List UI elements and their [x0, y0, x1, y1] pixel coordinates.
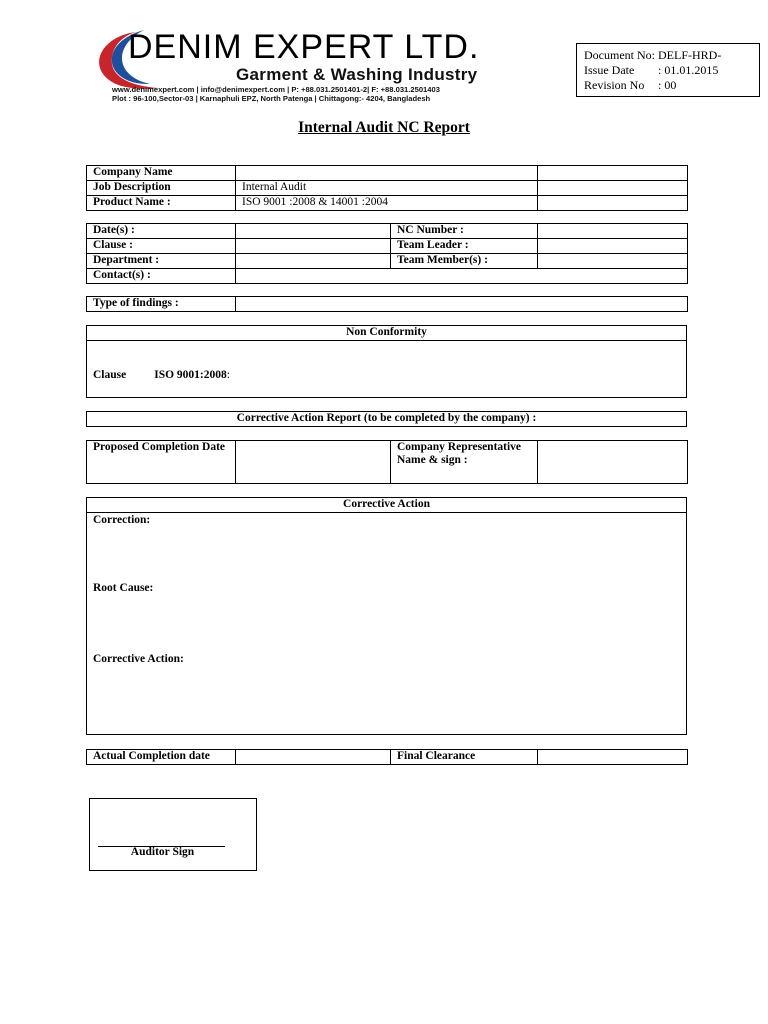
nc-clause-label: Clause — [93, 369, 127, 381]
company-name: DENIM EXPERT LTD. — [128, 28, 480, 66]
document-number-value: DELF-HRD- — [658, 48, 722, 62]
correction-label: Correction: — [93, 514, 151, 526]
nc-number-label: NC Number : — [391, 224, 538, 239]
document-number-label: Document No: — [584, 48, 655, 62]
page-title: Internal Audit NC Report — [298, 119, 470, 136]
product-name-label: Product Name : — [87, 196, 236, 211]
nc-clause-colon: : — [226, 369, 230, 381]
final-clearance-field[interactable] — [538, 750, 688, 765]
clause-field[interactable] — [236, 239, 391, 254]
final-table — [86, 749, 688, 765]
company-name-label: Company Name — [87, 166, 236, 181]
team-members-field[interactable] — [538, 254, 688, 269]
product-name-extra-field[interactable] — [538, 196, 688, 211]
document-info-box — [576, 43, 760, 97]
car-header-box — [86, 411, 687, 427]
revision-value: : 00 — [658, 78, 677, 92]
corrective-action-header: Corrective Action — [87, 498, 686, 513]
proposed-completion-label: Proposed Completion Date — [87, 441, 236, 484]
representative-label: Company Representative Name & sign : — [391, 441, 538, 484]
team-leader-field[interactable] — [538, 239, 688, 254]
company-name-extra-field[interactable] — [538, 166, 688, 181]
issue-date-label: Issue Date — [584, 63, 635, 77]
non-conformity-box — [86, 325, 687, 398]
type-of-findings-field[interactable] — [236, 297, 688, 312]
nc-clause-standard: ISO 9001:2008 — [154, 369, 227, 381]
clause-label: Clause : — [87, 239, 236, 254]
non-conformity-clause[interactable] — [93, 369, 230, 381]
dates-field[interactable] — [236, 224, 391, 239]
company-name-field[interactable] — [236, 166, 538, 181]
issue-date-row — [584, 63, 759, 78]
company-tagline: Garment & Washing Industry — [236, 65, 478, 84]
company-logo — [92, 26, 572, 102]
job-description-label: Job Description — [87, 181, 236, 196]
document-number-row — [584, 48, 759, 63]
non-conformity-header: Non Conformity — [87, 326, 686, 341]
company-info-table — [86, 165, 688, 211]
dates-label: Date(s) : — [87, 224, 236, 239]
corrective-action-label: Corrective Action: — [93, 653, 184, 665]
job-description-field[interactable]: Internal Audit — [236, 181, 538, 196]
actual-completion-field[interactable] — [236, 750, 391, 765]
issue-date-value: : 01.01.2015 — [658, 63, 719, 77]
audit-details-table — [86, 223, 688, 284]
contacts-label: Contact(s) : — [87, 269, 236, 284]
team-leader-label: Team Leader : — [391, 239, 538, 254]
department-field[interactable] — [236, 254, 391, 269]
nc-number-field[interactable] — [538, 224, 688, 239]
revision-label: Revision No — [584, 78, 645, 92]
actual-completion-label: Actual Completion date — [87, 750, 236, 765]
contact-line-web: www.denimexpert.com | info@denimexpert.com | P: +88.031.2501401-2| F: +88.031.2501403 — [112, 85, 440, 94]
corrective-action-box — [86, 497, 687, 735]
car-header: Corrective Action Report (to be completed by the company) : — [236, 412, 537, 424]
root-cause-label: Root Cause: — [93, 582, 154, 594]
proposed-completion-field[interactable] — [236, 441, 391, 484]
contact-line-address: Plot : 96-100,Sector-03 | Karnaphuli EPZ, North Patenga | Chittagong:- 4204, Bangladesh — [112, 94, 431, 103]
representative-field[interactable] — [538, 441, 688, 484]
auditor-sign-box[interactable] — [89, 798, 257, 871]
auditor-sign-label: Auditor Sign — [130, 846, 195, 858]
team-members-label: Team Member(s) : — [391, 254, 538, 269]
revision-row — [584, 78, 759, 93]
type-of-findings-label: Type of findings : — [87, 297, 236, 312]
job-description-extra-field[interactable] — [538, 181, 688, 196]
department-label: Department : — [87, 254, 236, 269]
final-clearance-label: Final Clearance — [391, 750, 538, 765]
contacts-field[interactable] — [236, 269, 688, 284]
product-name-field[interactable]: ISO 9001 :2008 & 14001 :2004 — [236, 196, 538, 211]
completion-table — [86, 440, 688, 484]
findings-table — [86, 296, 688, 312]
